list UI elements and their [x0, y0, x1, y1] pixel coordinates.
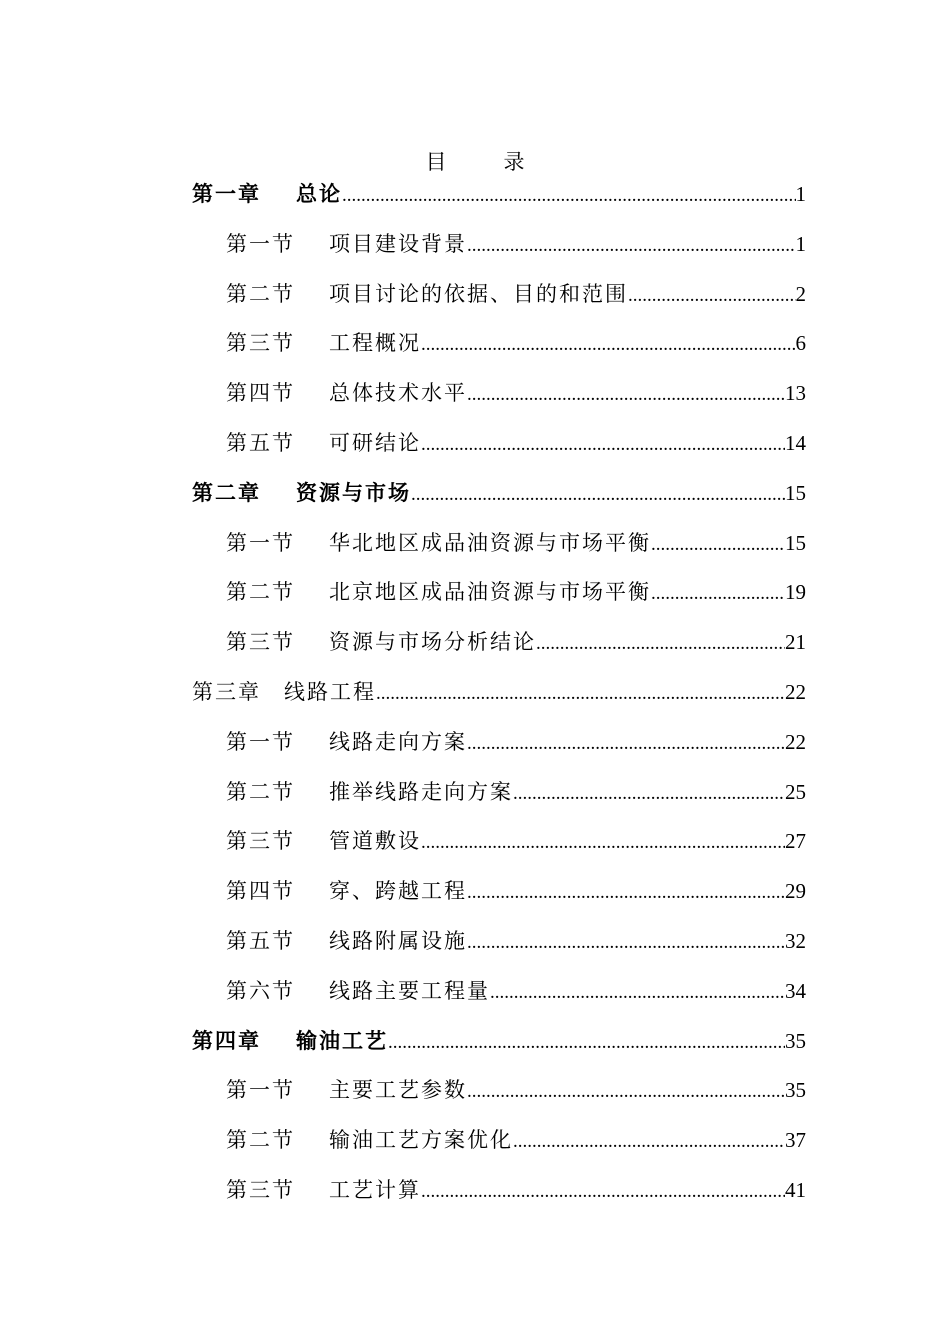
toc-entry-page: 34 [785, 978, 806, 1003]
toc-entry-number: 第二节 [226, 779, 295, 804]
toc-leader-dots [342, 185, 796, 207]
toc-entry-page: 37 [785, 1128, 806, 1153]
toc-entry-number: 第一节 [226, 231, 295, 256]
toc-entry-title: 可研结论 [329, 430, 421, 455]
toc-leader-dots [467, 882, 785, 904]
toc-entry-title: 穿、跨越工程 [329, 879, 467, 904]
toc-leader-dots [651, 583, 785, 605]
toc-entry-title: 工程概况 [329, 331, 421, 356]
toc-entry-page: 2 [795, 281, 806, 306]
toc-leader-dots [513, 1131, 785, 1153]
toc-entry-title: 总体技术水平 [329, 381, 467, 406]
toc-leader-dots [467, 932, 785, 954]
toc-leader-dots [513, 783, 785, 805]
toc-leader-dots [376, 683, 785, 705]
toc-leader-dots [651, 534, 785, 556]
toc-entry-title: 主要工艺参数 [329, 1078, 467, 1103]
toc-entry-chapter[interactable] [192, 477, 806, 527]
toc-entry-page: 25 [785, 779, 806, 804]
toc-entry-section[interactable] [192, 975, 806, 1025]
toc-entry-number: 第二节 [226, 281, 295, 306]
toc-leader-dots [467, 1081, 785, 1103]
toc-leader-dots [628, 285, 796, 307]
toc-entry-page: 1 [795, 182, 806, 206]
toc-entry-title: 线路附属设施 [329, 928, 467, 953]
toc-leader-dots [421, 334, 796, 356]
toc-leader-dots [388, 1032, 785, 1054]
toc-entry-title: 管道敷设 [329, 829, 421, 854]
toc-leader-dots [411, 484, 785, 506]
toc-entry-number: 第三节 [226, 630, 295, 655]
toc-entry-number: 第五节 [226, 430, 295, 455]
toc-entry-title: 项目讨论的依据、目的和范围 [329, 281, 628, 306]
toc-list [192, 178, 806, 1224]
toc-entry-page: 21 [785, 630, 806, 655]
toc-entry-page: 32 [785, 928, 806, 953]
toc-entry-section[interactable] [192, 1174, 806, 1224]
toc-entry-title: 资源与市场分析结论 [329, 630, 536, 655]
toc-entry-section[interactable] [192, 527, 806, 577]
toc-entry-title: 推举线路走向方案 [329, 779, 513, 804]
toc-entry-section[interactable] [192, 925, 806, 975]
toc-entry-title: 线路主要工程量 [329, 978, 490, 1003]
toc-entry-page: 29 [785, 879, 806, 904]
toc-entry-page: 1 [795, 231, 806, 256]
toc-entry-number: 第六节 [226, 978, 295, 1003]
toc-leader-dots [490, 982, 785, 1004]
toc-entry-number: 第二节 [226, 580, 295, 605]
toc-entry-section[interactable] [192, 228, 806, 278]
toc-leader-dots [421, 1181, 785, 1203]
toc-title: 目 录 [425, 150, 543, 174]
toc-entry-number: 第三节 [226, 1177, 295, 1202]
toc-entry-number: 第二章 [192, 479, 261, 505]
toc-entry-page: 6 [795, 331, 806, 356]
toc-entry-title: 资源与市场 [296, 479, 411, 505]
toc-entry-section[interactable] [192, 875, 806, 925]
toc-entry-page: 19 [785, 580, 806, 605]
toc-leader-dots [421, 434, 785, 456]
toc-entry-number: 第五节 [226, 928, 295, 953]
toc-entry-section[interactable] [192, 1074, 806, 1124]
toc-entry-section[interactable] [192, 776, 806, 826]
toc-entry-number: 第二节 [226, 1128, 295, 1153]
toc-entry-title: 项目建设背景 [329, 231, 467, 256]
toc-entry-section[interactable] [192, 1124, 806, 1174]
toc-entry-section[interactable] [192, 377, 806, 427]
toc-entry-number: 第一章 [192, 181, 261, 206]
toc-entry-page: 22 [785, 729, 806, 754]
toc-entry-title: 线路走向方案 [329, 729, 467, 754]
toc-entry-title: 输油工艺 [296, 1027, 388, 1053]
toc-entry-page: 27 [785, 829, 806, 854]
toc-entry-number: 第四章 [192, 1027, 261, 1053]
toc-entry-title: 北京地区成品油资源与市场平衡 [329, 580, 651, 605]
toc-entry-number: 第一节 [226, 530, 295, 555]
toc-entry-section[interactable] [192, 576, 806, 626]
toc-entry-title: 输油工艺方案优化 [329, 1128, 513, 1153]
toc-entry-section[interactable] [192, 278, 806, 328]
toc-entry-chapter[interactable] [192, 676, 806, 726]
toc-entry-number: 第一节 [226, 1078, 295, 1103]
toc-entry-section[interactable] [192, 726, 806, 776]
toc-leader-dots [467, 384, 785, 406]
toc-entry-title: 线路工程 [284, 679, 376, 704]
toc-entry-number: 第三节 [226, 829, 295, 854]
toc-entry-page: 15 [785, 530, 806, 555]
toc-entry-page: 22 [785, 679, 806, 704]
toc-entry-number: 第三章 [192, 679, 261, 704]
toc-entry-page: 35 [785, 1028, 806, 1053]
toc-entry-chapter[interactable] [192, 1025, 806, 1075]
toc-entry-title: 工艺计算 [329, 1177, 421, 1202]
toc-leader-dots [421, 832, 785, 854]
toc-entry-section[interactable] [192, 327, 806, 377]
toc-entry-section[interactable] [192, 427, 806, 477]
toc-entry-section[interactable] [192, 825, 806, 875]
toc-entry-page: 35 [785, 1078, 806, 1103]
toc-entry-number: 第四节 [226, 381, 295, 406]
toc-entry-title: 总论 [296, 181, 342, 206]
toc-entry-page: 15 [785, 480, 806, 505]
toc-leader-dots [467, 235, 796, 257]
toc-entry-title: 华北地区成品油资源与市场平衡 [329, 530, 651, 555]
toc-entry-number: 第一节 [226, 729, 295, 754]
toc-leader-dots [536, 633, 785, 655]
toc-entry-chapter[interactable] [192, 178, 806, 228]
toc-entry-page: 13 [785, 381, 806, 406]
toc-entry-number: 第三节 [226, 331, 295, 356]
toc-entry-page: 14 [785, 430, 806, 455]
toc-entry-number: 第四节 [226, 879, 295, 904]
toc-entry-page: 41 [785, 1177, 806, 1202]
toc-entry-section[interactable] [192, 626, 806, 676]
toc-leader-dots [467, 733, 785, 755]
